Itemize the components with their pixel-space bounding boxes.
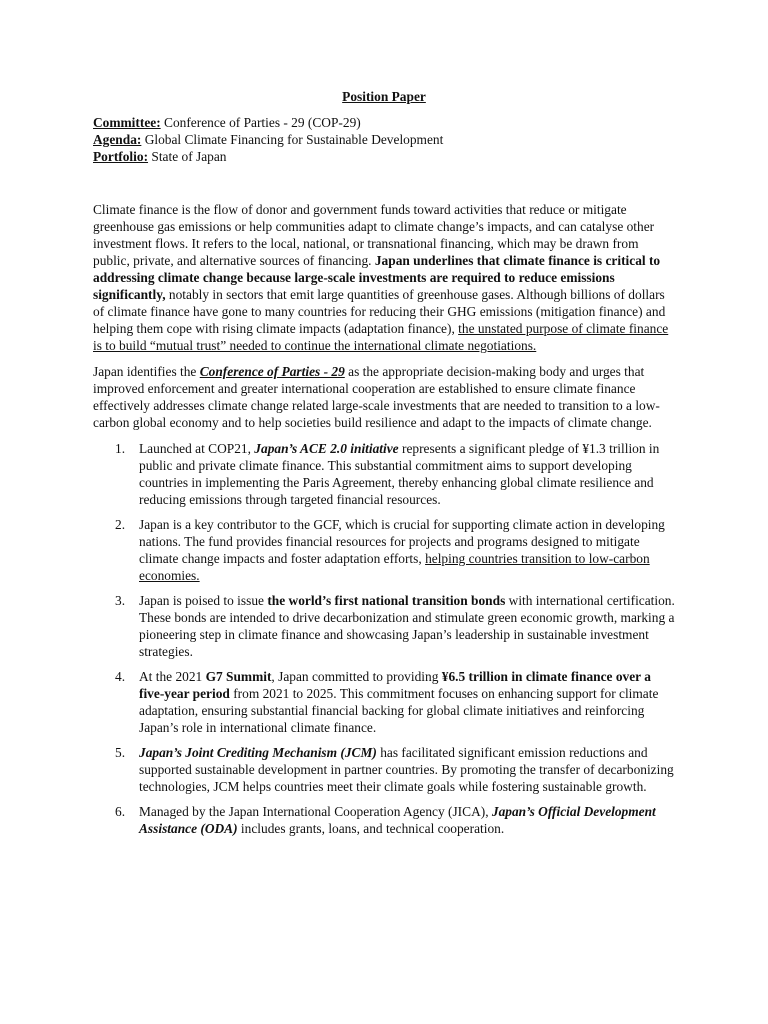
list-item xyxy=(93,668,678,736)
agenda-value: Global Climate Financing for Sustainable Development xyxy=(141,132,444,147)
intro-paragraph xyxy=(93,201,678,354)
list-number: 1. xyxy=(115,441,126,456)
list-number: 5. xyxy=(115,745,126,760)
paper-metadata xyxy=(93,114,693,165)
item-text: represents a significant pledge of ¥1.3 trillion in public and private climate finance. This substantial commitment aims to support developing countries in implementing the Paris Agreement, thereby enhancing global climate resilience and reducing emissions through targeted financial resources. xyxy=(139,441,660,507)
agenda-label: Agenda: xyxy=(93,132,142,147)
intro-text: Climate finance is the flow of donor and government funds toward activities that reduce or mitigate greenhouse gas emissions or help communities adapt to climate change’s impacts, and can catalyse other investment flows. It refers to the local, national, or transnational financing, which may be drawn from public, private, and alternative sources of financing. xyxy=(93,202,655,268)
list-number: 3. xyxy=(115,593,126,608)
initiatives-list xyxy=(93,440,678,837)
item-text: from 2021 to 2025. This commitment focuses on enhancing support for climate adaptation, ensuring substantial financial backing for global climate initiatives and reinforcing Japan’s role in international climate finance. xyxy=(139,686,659,735)
item-emphasis: ¥6.5 trillion in climate finance over a five-year period xyxy=(139,669,651,701)
item-emphasis: Japan’s ACE 2.0 initiative xyxy=(254,441,399,456)
list-number: 4. xyxy=(115,669,126,684)
item-text: Japan is poised to issue xyxy=(139,593,268,608)
list-item xyxy=(93,440,678,508)
item-text: Japan is a key contributor to the GCF, which is crucial for supporting climate action in developing nations. The fund provides financial resources for projects and programs designed to mitigate climate change impacts and foster adaptation efforts, xyxy=(139,517,665,566)
intro-underlined-statement: the unstated purpose of climate finance is to build “mutual trust” needed to continue the international climate negotiations. xyxy=(93,321,669,353)
committee-label: Committee: xyxy=(93,115,161,130)
portfolio-row xyxy=(93,148,693,165)
cop29-emphasis: Conference of Parties - 29 xyxy=(199,364,345,379)
portfolio-label: Portfolio: xyxy=(93,149,149,164)
intro-bold-statement: Japan underlines that climate finance is critical to addressing climate change because large-scale investments are required to reduce emissions significantly, xyxy=(93,253,661,302)
portfolio-value: State of Japan xyxy=(148,149,227,164)
item-emphasis: Japan’s Official Development Assistance (ODA) xyxy=(139,804,656,836)
committee-value: Conference of Parties - 29 (COP-29) xyxy=(160,115,361,130)
list-number: 2. xyxy=(115,517,126,532)
position-text-end: as the appropriate decision-making body and urges that improved enforcement and greater international cooperation are established to ensure climate finance effectively addresses climate change related large-scale investments that are needed to transition to a low-carbon global economy and to help societies build resilience and adapt to the impacts of climate change. xyxy=(93,364,660,430)
intro-text-continued: notably in sectors that emit large quantities of greenhouse gases. Although billions of dollars of climate finance have gone to many countries for reducing their GHG emissions (mitigation finance) and helping them cope with rising climate impacts (adaptation finance), xyxy=(93,287,666,336)
item-text: includes grants, loans, and technical cooperation. xyxy=(237,821,505,836)
list-number: 6. xyxy=(115,804,126,819)
position-paragraph xyxy=(93,363,678,431)
item-text: Managed by the Japan International Cooperation Agency (JICA), xyxy=(139,804,492,819)
list-item xyxy=(93,803,678,837)
document-body xyxy=(93,201,678,845)
item-emphasis: G7 Summit xyxy=(205,669,272,684)
item-underlined: helping countries transition to low-carbon economies. xyxy=(139,551,650,583)
item-text: , Japan committed to providing xyxy=(271,669,442,684)
page-title: Position Paper xyxy=(342,89,426,104)
position-text-start: Japan identifies the xyxy=(93,364,200,379)
list-item xyxy=(93,744,678,795)
item-text: Launched at COP21, xyxy=(139,441,255,456)
item-text: At the 2021 xyxy=(139,669,206,684)
agenda-row xyxy=(93,131,693,148)
list-item xyxy=(93,592,678,660)
list-item xyxy=(93,516,678,584)
committee-row xyxy=(93,114,693,131)
item-text: has facilitated significant emission reductions and supported sustainable development in partner countries. By promoting the transfer of decarbonizing technologies, JCM helps countries meet their climate goals while fostering sustainable growth. xyxy=(139,745,674,794)
item-text: with international certification. These bonds are intended to drive decarbonization and stimulate green economic growth, marking a pioneering step in climate finance and showcasing Japan’s leadership in sustainable investment strategies. xyxy=(139,593,675,659)
item-emphasis: Japan’s Joint Crediting Mechanism (JCM) xyxy=(139,745,377,760)
item-emphasis: the world’s first national transition bonds xyxy=(267,593,506,608)
